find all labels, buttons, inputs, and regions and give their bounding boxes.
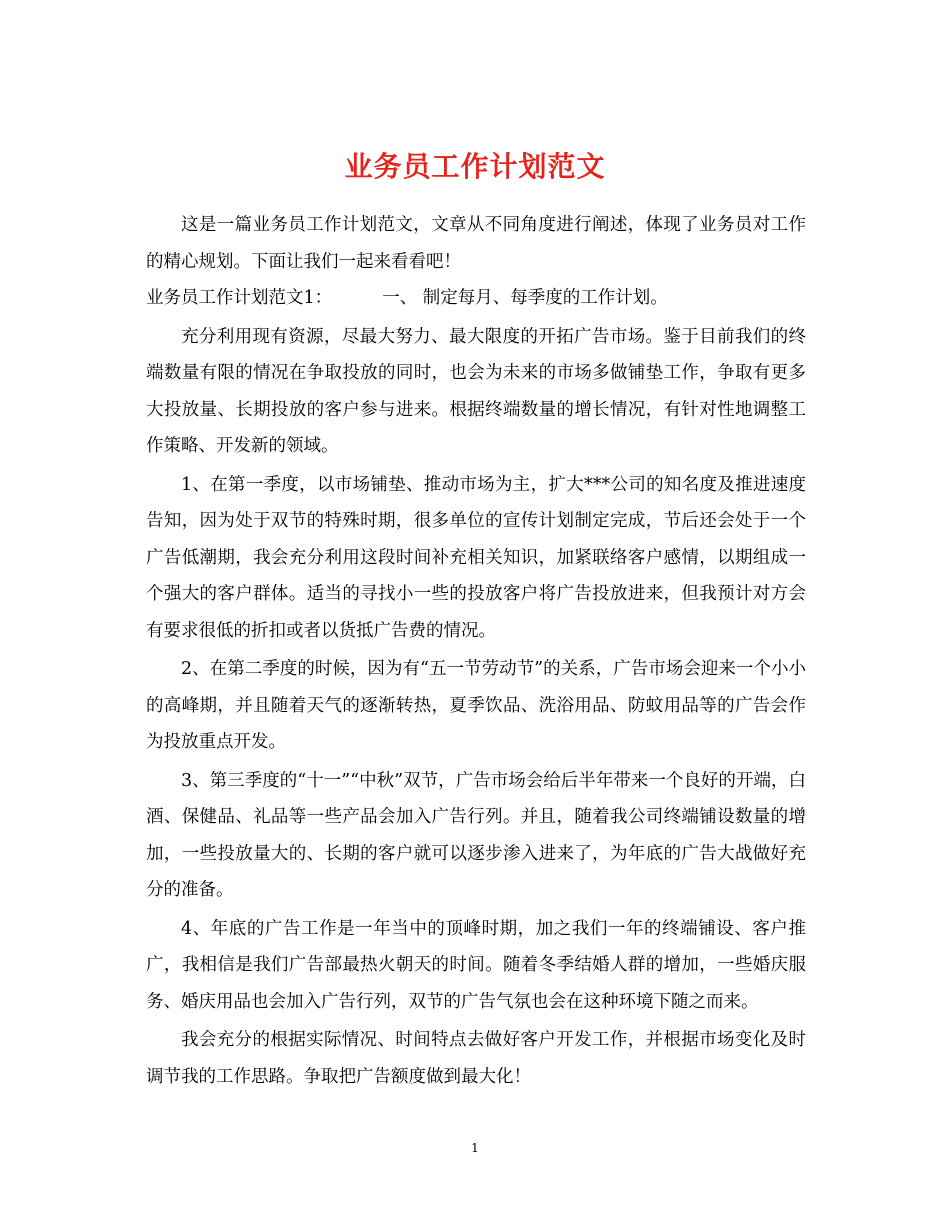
section-heading: 业务员工作计划范文1： 一、 制定每月、每季度的工作计划。 xyxy=(146,288,668,308)
page-number: 1 xyxy=(471,1141,479,1155)
body-paragraph: 充分利用现有资源，尽最大努力、最大限度的开拓广告市场。鉴于目前我们的终端数量有限的情况在争取投放的同时，也会为未来的市场多做铺垫工作，争取有更多大投放量、长期投放的客户参与进来。根据终端数量的增长情况，有针对性地调整工作策略、开发新的领域。 xyxy=(146,326,806,456)
body-paragraph: 2、在第二季度的时候，因为有“五一节劳动节”的关系，广告市场会迎来一个小小的高峰期，并且随着天气的逐渐转热，夏季饮品、洗浴用品、防蚊用品等的广告会作为投放重点开发。 xyxy=(146,659,806,752)
document-title: 业务员工作计划范文 xyxy=(344,149,606,183)
body-paragraph: 1、在第一季度，以市场铺垫、推动市场为主，扩大***公司的知名度及推进速度告知，因为处于双节的特殊时期，很多单位的宣传计划制定完成，节后还会处于一个广告低潮期，我会充分利用这段时间补充相关知识，加紧联络客户感情，以期组成一个强大的客户群体。适当的寻找小一些的投放客户将广告投放进来，但我预计对方会有要求很低的折扣或者以货抵广告费的情况。 xyxy=(146,474,806,641)
document-body xyxy=(146,207,806,1095)
intro-paragraph: 这是一篇业务员工作计划范文，文章从不同角度进行阐述，体现了业务员对工作的精心规划。下面让我们一起来看看吧！ xyxy=(146,215,806,272)
body-paragraph: 我会充分的根据实际情况、时间特点去做好客户开发工作，并根据市场变化及时调节我的工作思路。争取把广告额度做到最大化！ xyxy=(146,1030,806,1087)
body-paragraph: 4、年底的广告工作是一年当中的顶峰时期，加之我们一年的终端铺设、客户推广，我相信是我们广告部最热火朝天的时间。随着冬季结婚人群的增加，一些婚庆服务、婚庆用品也会加入广告行列，双节的广告气氛也会在这种环境下随之而来。 xyxy=(146,918,806,1012)
body-paragraph: 3、第三季度的“十一”“中秋”双节，广告市场会给后半年带来一个良好的开端，白酒、保健品、礼品等一些产品会加入广告行列。并且，随着我公司终端铺设数量的增加，一些投放量大的、长期的客户就可以逐步渗入进来了，为年底的广告大战做好充分的准备。 xyxy=(146,770,806,900)
